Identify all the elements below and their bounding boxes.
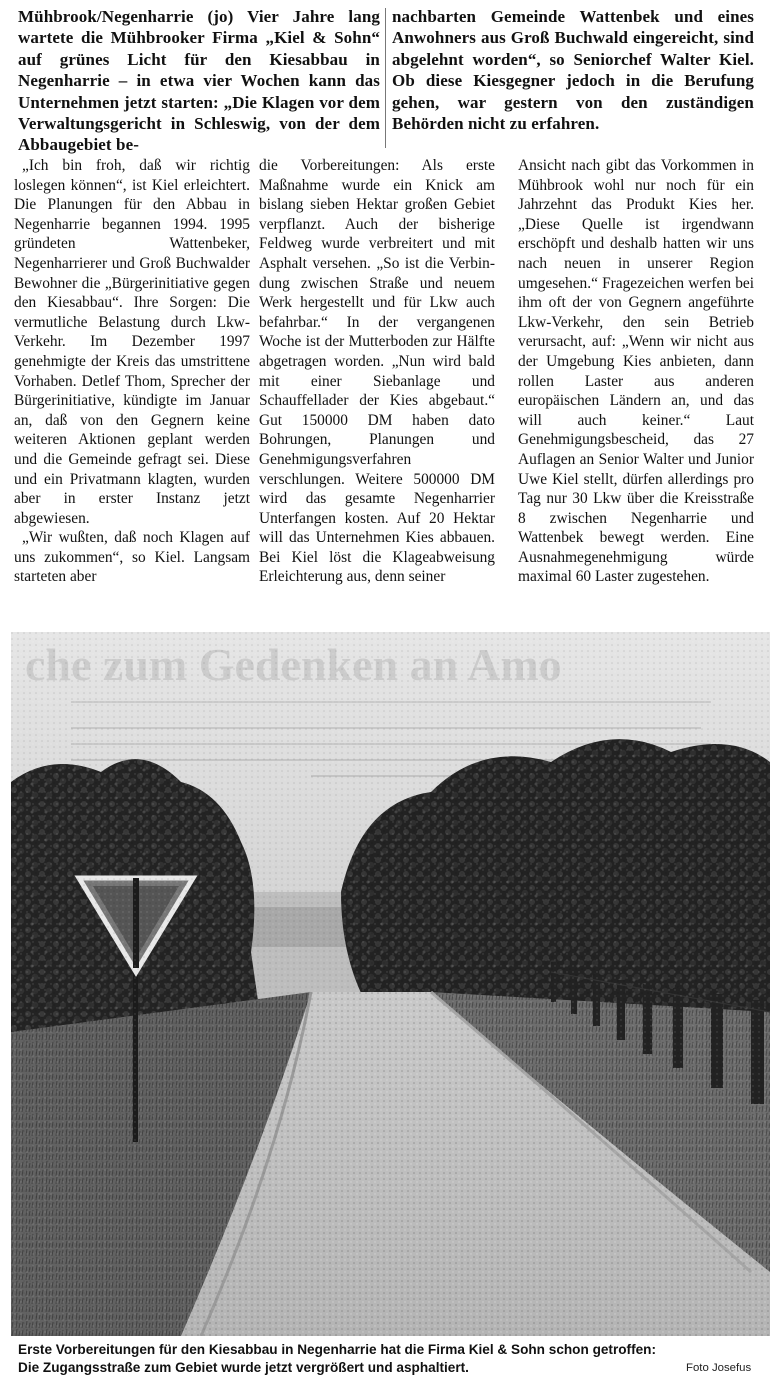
news-photo (11, 632, 770, 1336)
paragraph: „Ich bin froh, daß wir richtig loslegen können“, ist Kiel erleichtert. Die Planungen für den Abbau in Negenharrie begannen 1994. 1995 gründeten Wattenbeker, Negenharrierer und Groß Buchwalder Bewohner die „Bürgerinitiative gegen den Kiesabbau“. Ihre Sorgen: Die vermutliche Belastung durch Lkw-Verkehr. Im Dezember 1997 genehmigte der Kreis das umstrittene Vorhaben. Detlef Thom, Sprecher der Bürgerinitiative, kündigte im Januar an, daß von den Gegnern keine weiteren Aktionen geplant werden und die Gemeinde gefragt sei. Diese und ein Privatmann klagten, wurden aber in erster Instanz jetzt abgewiesen. (14, 157, 250, 527)
lead-text-left: Mühbrook/Negenharrie (jo) Vier Jahre lang wartete die Mühbrooker Firma „Kiel & Sohn“ auf grünes Licht für den Kiesabbau in Negenharrie – in etwa vier Wochen kann das Unternehmen jetzt starten: „Die Klagen vor dem Verwaltungsgericht in Schleswig, von der dem Abbaugebiet be- (18, 7, 380, 155)
photo-credit: Foto Josefus (686, 1362, 752, 1374)
road-photo-illustration (11, 632, 770, 1336)
photo-caption (18, 1341, 770, 1377)
column-divider (385, 8, 386, 148)
caption-line-1: Erste Vorbereitungen für den Kiesabbau in Negenharrie hat die Firma Kiel & Sohn schon getroffen: (18, 1342, 656, 1357)
article-column-2 (259, 156, 495, 587)
article-column-3 (518, 156, 754, 587)
lead-text-right: nachbarten Gemeinde Wattenbek und eines Anwohners aus Groß Buchwald eingereicht, sind abgelehnt worden“, so Seniorchef Walter Kiel. Ob diese Kiesgegner jedoch in die Berufung gehen, war gestern von den zuständigen Behörden nicht zu erfahren. (392, 7, 754, 134)
paragraph: die Vorbereitungen: Als erste Maßnahme wurde ein Knick am bislang sieben Hektar großen Gebiet verpflanzt. Auch der bisherige Feldweg wurde verbreitert und mit Asphalt versehen. „So ist die Verbindung zwischen Straße und neuem Werk hergestellt und für Lkw auch befahrbar.“ In der vergangenen Woche ist der Mutterboden zur Hälfte abgetragen worden. „Nun wird bald mit einer Siebanlage und Schauffellader der Kies abgebaut.“ Gut 150000 DM haben dato Bohrungen, Planungen und Genehmigungsverfahren verschlungen. Weitere 500000 DM wird das gesamte Negenharrier Unterfangen kosten. Auf 20 Hektar will das Unternehmen Kies abbauen. Bei Kiel löst die Klageabweisung Erleichterung aus, denn seiner (259, 157, 495, 586)
paragraph: „Wir wußten, daß noch Klagen auf uns zukommen“, so Kiel. Langsam starteten aber (14, 529, 250, 586)
paragraph: Ansicht nach gibt das Vorkommen in Mühbrook wohl nur noch für ein Jahrzehnt das Produkt Kies her. „Diese Quelle ist irgendwann erschöpft und deshalb hatten wir uns nach neuen in unserer Region umgesehen.“ Fragezeichen werfen bei ihm oft der von Gegnern angeführte Lkw-Verkehr, den sein Betrieb verursacht, auf: „Wenn wir nicht aus der Umgebung Kies anbieten, dann rollen Laster aus anderen europäischen Ländern an, und das will auch keiner.“ Laut Genehmigungsbescheid, das 27 Auflagen an Senior Walter und Junior Uwe Kiel stellt, dürfen allerdings pro Tag nur 30 Lkw über die Kreisstraße 8 zwischen Negenharrie und Wattenbek bewegt werden. Eine Ausnahmegenehmigung würde maximal 60 Laster zugestehen. (518, 157, 754, 586)
article-column-1 (14, 156, 250, 587)
caption-line-2: Die Zugangsstraße zum Gebiet wurde jetzt vergrößert und asphaltiert. (18, 1360, 469, 1375)
